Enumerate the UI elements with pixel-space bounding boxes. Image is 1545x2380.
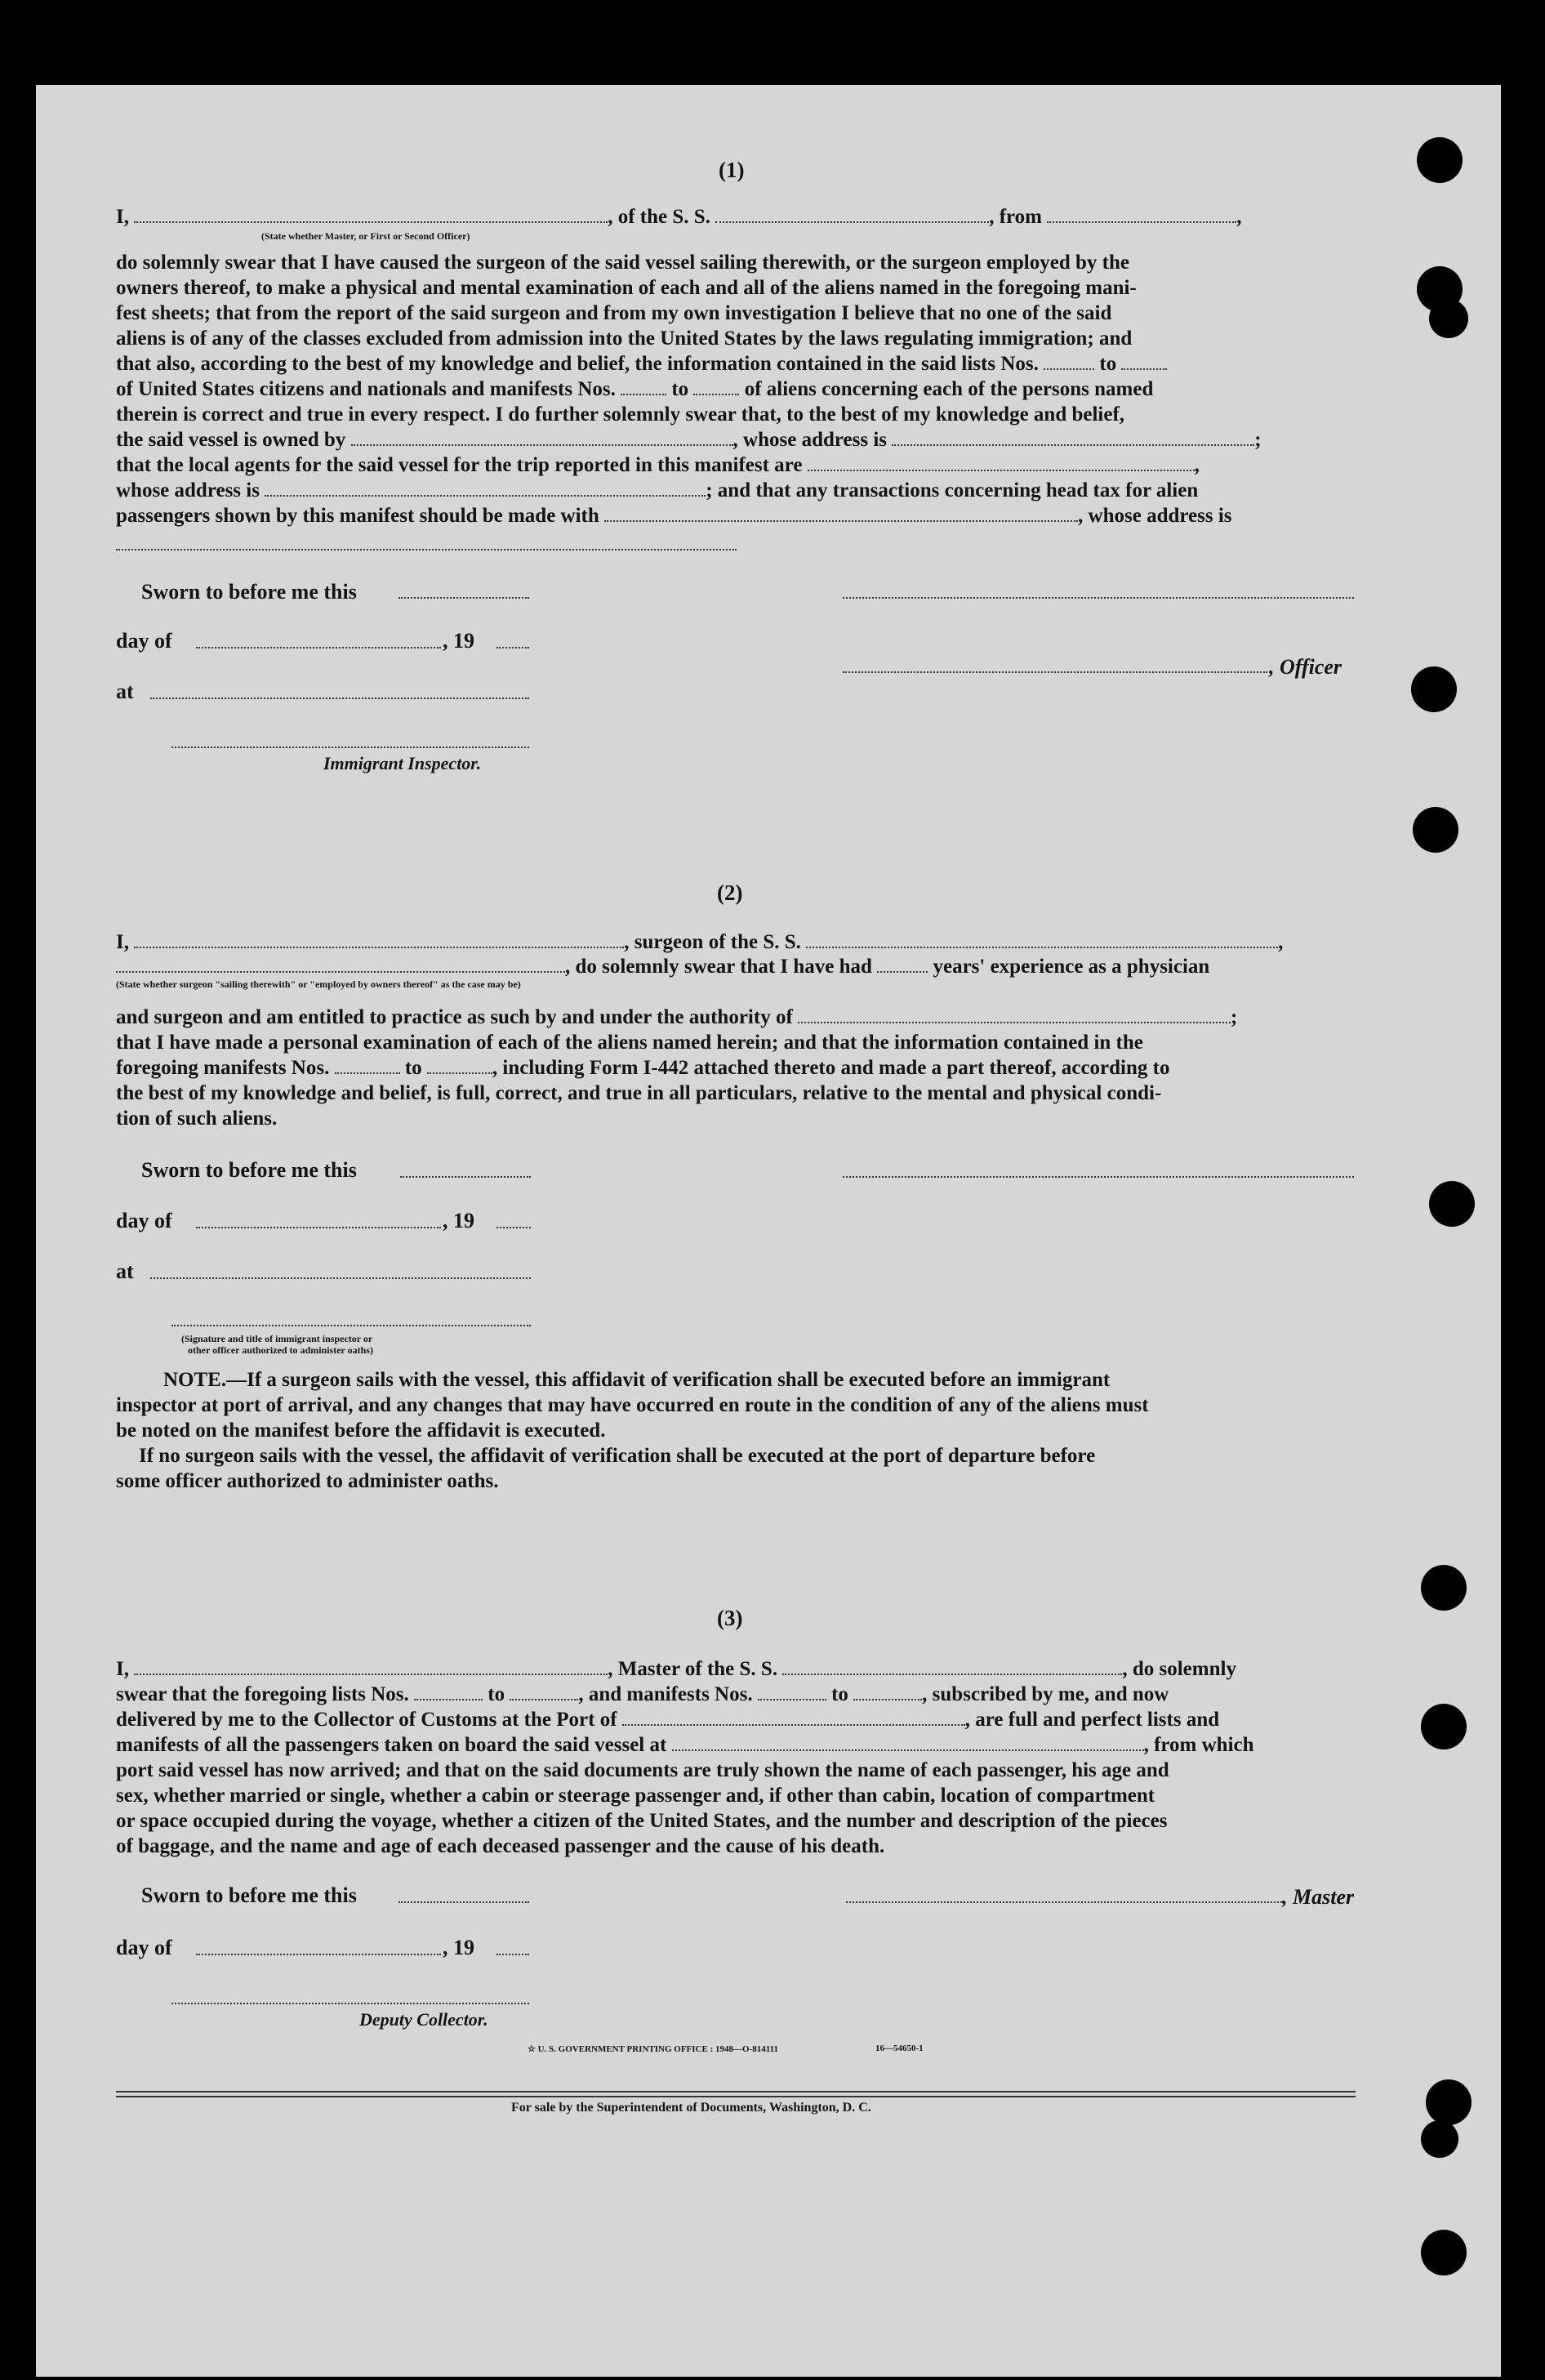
punch-hole — [1417, 137, 1463, 183]
text: —If a surgeon sails with the vessel, this affidavit of verification shall be executed before an immigrant — [226, 1369, 1111, 1391]
punch-hole — [1426, 2079, 1472, 2125]
lists-to-field[interactable] — [1121, 354, 1167, 370]
section-2-heading: (2) — [717, 880, 743, 905]
vessel-name-field[interactable] — [715, 207, 989, 223]
note-line-5: some officer authorized to administer oaths. — [116, 1470, 499, 1492]
agents-field[interactable] — [808, 455, 1195, 471]
text: , whose address is — [1078, 505, 1232, 527]
sale-notice: For sale by the Superintendent of Documents, Washington, D. C. — [511, 2101, 871, 2115]
punch-hole — [1411, 666, 1457, 712]
note-line-1 — [163, 1367, 1403, 1393]
surgeon-name-field[interactable] — [134, 932, 624, 948]
collector-signature-field[interactable] — [171, 2003, 529, 2004]
text: , surgeon of the S. S. — [624, 931, 801, 953]
section-2-line-2 — [116, 954, 1356, 979]
label-i: I, — [116, 206, 129, 228]
section-2-line-6: the best of my knowledge and belief, is full, correct, and true in all particulars, relative to the mental and physical condi- — [116, 1082, 1162, 1104]
text: to — [831, 1683, 848, 1705]
year-label: , 19 — [443, 1936, 474, 1959]
section-1-owned-line — [116, 427, 1356, 452]
surgeon-vessel-field[interactable] — [806, 932, 1278, 948]
section-1-whose-line — [116, 478, 1356, 503]
month-field[interactable] — [196, 1227, 441, 1228]
deputy-collector-label: Deputy Collector. — [359, 2009, 488, 2030]
surgeon-manifests-to-field[interactable] — [427, 1058, 492, 1074]
text: , are full and perfect lists and — [964, 1709, 1220, 1731]
master-signature-field[interactable] — [846, 1901, 1282, 1903]
years-experience-field[interactable] — [877, 956, 928, 973]
year-label: , 19 — [443, 629, 474, 653]
punch-hole — [1429, 299, 1468, 338]
text: and surgeon and am entitled to practice as such by and under the authority of — [116, 1006, 793, 1028]
section-1-heading: (1) — [719, 158, 745, 182]
label-from: , from — [989, 206, 1042, 228]
text: ; and that any transactions concerning head tax for alien — [706, 479, 1199, 501]
punch-hole — [1421, 1704, 1467, 1749]
punct: , — [1278, 931, 1284, 953]
at-label: at — [116, 680, 134, 703]
month-field[interactable] — [196, 1954, 441, 1955]
punct: ; — [1254, 429, 1262, 451]
text: to — [671, 378, 689, 400]
officer-title-field[interactable] — [843, 671, 1267, 673]
punch-hole — [1421, 1565, 1467, 1611]
sworn-day-field[interactable] — [398, 1901, 529, 1903]
text: delivered by me to the Collector of Customs at the Port of — [116, 1709, 617, 1731]
text: the said vessel is owned by — [116, 429, 346, 451]
section-3-heading: (3) — [717, 1606, 743, 1630]
agents-address-field[interactable] — [265, 480, 706, 497]
text: , Master of the S. S. — [608, 1658, 778, 1680]
authority-field[interactable] — [798, 1007, 1231, 1023]
signature-note: other officer authorized to administer oaths) — [188, 1344, 373, 1356]
master-lists-to-field[interactable] — [510, 1684, 578, 1700]
body-line: do solemnly swear that I have caused the surgeon of the said vessel sailing therewith, or the surgeon employed by the — [116, 252, 1129, 274]
body-line: fest sheets; that from the report of the said surgeon and from my own investigation I believe that no one of the said — [116, 302, 1112, 324]
section-3-body — [116, 1758, 1356, 1859]
sworn-label: Sworn to before me this — [141, 1883, 357, 1907]
text: to — [1099, 353, 1117, 375]
month-field[interactable] — [196, 647, 441, 648]
text: swear that the foregoing lists Nos. — [116, 1683, 409, 1705]
officer-signature-field[interactable] — [843, 597, 1354, 599]
text: , whose address is — [732, 429, 888, 451]
body-line: of baggage, and the name and age of each deceased passenger and the cause of his death. — [116, 1835, 885, 1857]
body-line: port said vessel has now arrived; and that on the said documents are truly shown the name of each passenger, his age and — [116, 1759, 1169, 1781]
officer-label: , Officer — [1269, 655, 1342, 679]
master-name-field[interactable] — [134, 1659, 608, 1675]
text: that also, according to the best of my knowledge and belief, the information contained in the said lists Nos. — [116, 353, 1039, 375]
section-1-body — [116, 250, 1356, 351]
sworn-day-field[interactable] — [398, 597, 529, 599]
text: foregoing manifests Nos. — [116, 1057, 330, 1079]
surgeon-signature-field[interactable] — [843, 1176, 1354, 1178]
punch-hole — [1421, 2120, 1458, 2158]
form-number: 16—54650-1 — [875, 2044, 924, 2053]
note-line-3: be noted on the manifest before the affidavit is executed. — [116, 1420, 606, 1442]
year-label: , 19 — [443, 1209, 474, 1232]
day-of-label: day of — [116, 1936, 172, 1959]
section-3-line-1 — [116, 1656, 1356, 1682]
lists-from-field[interactable] — [1044, 354, 1094, 370]
head-tax-contact-field[interactable] — [604, 506, 1078, 522]
section-1-lists-line — [116, 351, 1356, 377]
master-manifests-from-field[interactable] — [758, 1684, 826, 1700]
address-continuation-line[interactable] — [116, 549, 737, 550]
section-2-line-5 — [116, 1055, 1356, 1081]
inspector-signature-field[interactable] — [171, 1325, 531, 1326]
text: of aliens concerning each of the persons named — [744, 378, 1154, 400]
text: , including Form I-442 attached thereto and made a part thereof, according to — [492, 1057, 1170, 1079]
punct: , — [1236, 206, 1242, 228]
section-1-citizens-line — [116, 377, 1356, 402]
sworn-label: Sworn to before me this — [141, 1158, 357, 1182]
officer-rank-note: (State whether Master, or First or Second Officer) — [261, 230, 470, 242]
surgeon-status-field[interactable] — [116, 956, 565, 973]
punch-hole — [1429, 1181, 1475, 1227]
year-field[interactable] — [496, 647, 529, 648]
surgeon-status-note: (State whether surgeon "sailing therewith" or "employed by owners thereof" as the case may be) — [116, 978, 521, 990]
text: that the local agents for the said vessel for the trip reported in this manifest are — [116, 454, 803, 476]
text: , do solemnly — [1122, 1658, 1236, 1680]
master-label: , Master — [1282, 1885, 1355, 1909]
section-2-line-4: that I have made a personal examination of each of the aliens named herein; and that the information contained in the — [116, 1032, 1143, 1054]
place-field[interactable] — [150, 698, 529, 699]
day-of-label: day of — [116, 1209, 172, 1232]
port-of-embarkation-field[interactable] — [672, 1735, 1144, 1751]
punch-hole — [1421, 2230, 1467, 2275]
body-line: aliens is of any of the classes excluded from admission into the United States by the laws regulating immigration; and — [116, 328, 1133, 350]
section-2-line-7: tion of such aliens. — [116, 1108, 278, 1130]
punch-hole — [1413, 807, 1458, 853]
footer-rule — [116, 2096, 1356, 2097]
text: to — [488, 1683, 505, 1705]
body-line: or space occupied during the voyage, whether a citizen of the United States, and the number and description of the pieces — [116, 1810, 1168, 1832]
text: whose address is — [116, 479, 260, 501]
section-2-line-1 — [116, 929, 1356, 955]
text: to — [404, 1057, 422, 1079]
text: I, — [116, 931, 129, 953]
at-label: at — [116, 1259, 134, 1283]
punct: ; — [1231, 1006, 1238, 1028]
text: I, — [116, 1658, 129, 1680]
immigrant-inspector-label: Immigrant Inspector. — [323, 753, 482, 773]
note-line-2: inspector at port of arrival, and any changes that may have occurred en route in the condition of any of the aliens must — [116, 1394, 1149, 1416]
manifests-from-field[interactable] — [621, 379, 666, 395]
port-of-arrival-field[interactable] — [622, 1709, 965, 1726]
punct: , — [1194, 454, 1200, 476]
officer-name-field[interactable] — [134, 207, 608, 223]
section-3-line-2 — [116, 1682, 1356, 1707]
owner-address-field[interactable] — [892, 430, 1254, 446]
year-field[interactable] — [496, 1227, 531, 1228]
section-1-passengers-line — [116, 503, 1356, 528]
year-field[interactable] — [496, 1954, 529, 1955]
section-1-therein-line: therein is correct and true in every respect. I do further solemnly swear that, to the best of my knowledge and belief, — [116, 403, 1125, 426]
text: , subscribed by me, and now — [922, 1683, 1169, 1705]
departure-port-field[interactable] — [1047, 207, 1236, 223]
place-field[interactable] — [150, 1277, 531, 1279]
text: passengers shown by this manifest should be made with — [116, 505, 599, 527]
section-3-line-4 — [116, 1732, 1356, 1758]
body-line: owners thereof, to make a physical and mental examination of each and all of the aliens named in the foregoing mani- — [116, 277, 1137, 299]
surgeon-manifests-from-field[interactable] — [335, 1058, 400, 1074]
text: of United States citizens and nationals and manifests Nos. — [116, 378, 616, 400]
master-lists-from-field[interactable] — [414, 1684, 483, 1700]
inspector-signature-field[interactable] — [171, 747, 529, 748]
text: , and manifests Nos. — [578, 1683, 753, 1705]
body-line: sex, whether married or single, whether a cabin or steerage passenger and, if other than cabin, location of compartment — [116, 1785, 1155, 1807]
section-1-line-1 — [116, 204, 1356, 230]
section-1-agents-line — [116, 452, 1356, 478]
text: years' experience as a physician — [933, 956, 1210, 978]
text: manifests of all the passengers taken on board the said vessel at — [116, 1734, 667, 1756]
day-of-label: day of — [116, 629, 172, 653]
signature-note: (Signature and title of immigrant inspector or — [181, 1333, 373, 1344]
master-manifests-to-field[interactable] — [853, 1684, 922, 1700]
section-3-line-3 — [116, 1707, 1356, 1732]
note-line-4: If no surgeon sails with the vessel, the affidavit of verification shall be executed at the port of departure before — [139, 1445, 1096, 1467]
label-of-ss: , of the S. S. — [608, 206, 710, 228]
sworn-day-field[interactable] — [400, 1176, 531, 1178]
note-label: NOTE. — [163, 1369, 227, 1391]
section-2-line-3 — [116, 1005, 1356, 1030]
text: , from which — [1143, 1734, 1254, 1756]
master-vessel-field[interactable] — [782, 1659, 1122, 1675]
footer-rule — [116, 2091, 1356, 2093]
text: , do solemnly swear that I have had — [565, 956, 872, 978]
manifests-to-field[interactable] — [693, 379, 739, 395]
gpo-imprint: ☆ U. S. GOVERNMENT PRINTING OFFICE : 1948—O-814111 — [528, 2044, 778, 2054]
owner-field[interactable] — [351, 430, 733, 446]
sworn-label: Sworn to before me this — [141, 580, 357, 604]
